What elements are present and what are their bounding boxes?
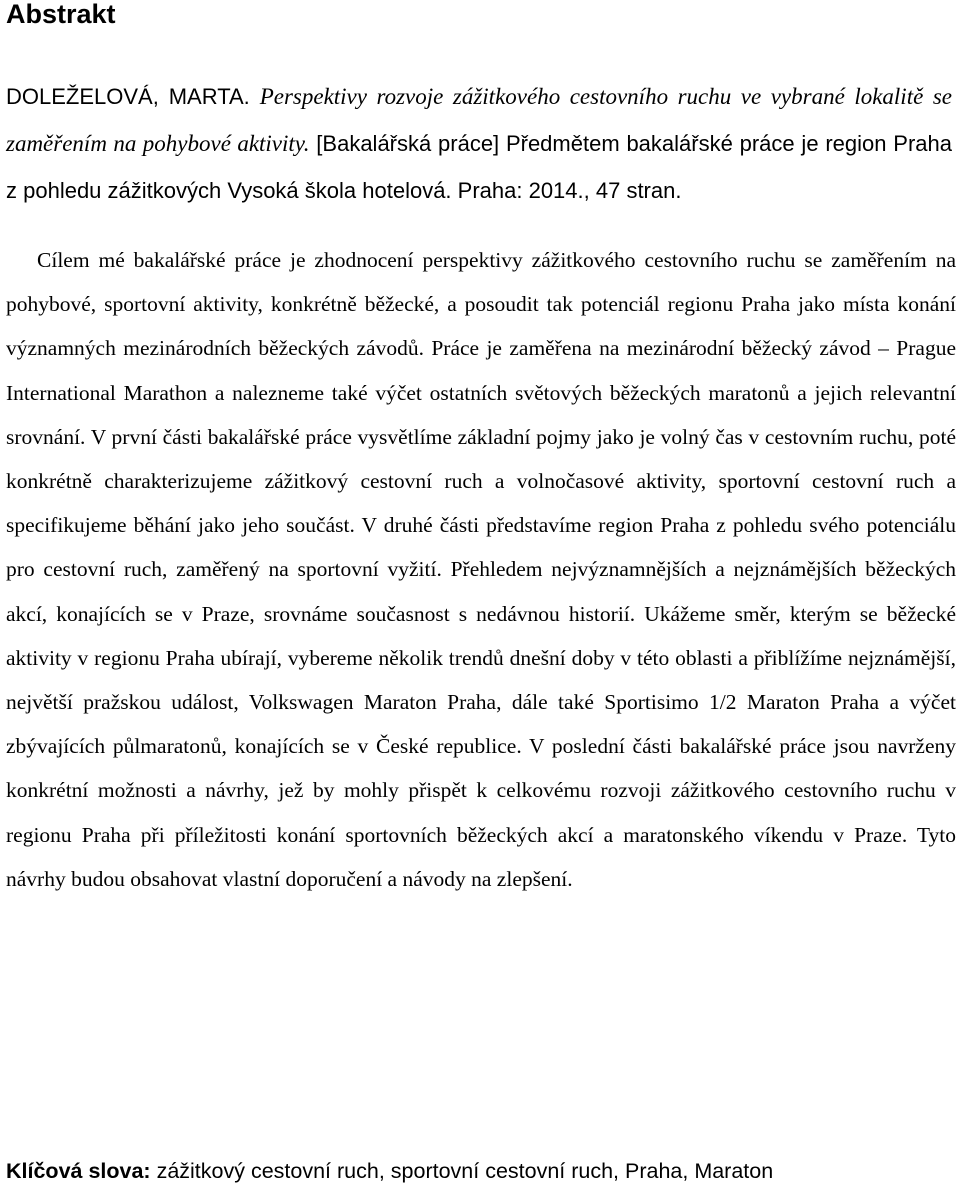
keywords-line — [6, 1156, 773, 1186]
citation-details: [Bakalářská práce] Předmětem bakalářské práce je region Praha z pohledu zážitkových Vysoká škola hotelová. Praha: 2014., 47 stran. — [6, 131, 952, 203]
keywords-label: Klíčová slova: — [6, 1159, 151, 1183]
bibliographic-citation — [6, 73, 952, 214]
keywords-value: zážitkový cestovní ruch, sportovní cestovní ruch, Praha, Maraton — [156, 1159, 774, 1183]
abstract-paragraph: Cílem mé bakalářské práce je zhodnocení perspektivy zážitkového cestovního ruchu se zaměřením na pohybové, sportovní aktivity, konkrétně běžecké, a posoudit tak potenciál regionu Praha jako místa konání významných mezinárodních běžeckých závodů. Práce je zaměřena na mezinárodní běžecký závod – Prague International Marathon a nalezneme také výčet ostatních světových běžeckých maratonů a jejich relevantní srovnání. V první části bakalářské práce vysvětlíme základní pojmy jako je volný čas v cestovním ruchu, poté konkrétně charakterizujeme zážitkový cestovní ruch a volnočasové aktivity, sportovní cestovní ruch a specifikujeme běhání jako jeho součást. V druhé části představíme region Praha z pohledu svého potenciálu pro cestovní ruch, zaměřený na sportovní vyžití. Přehledem nejvýznamnějších a nejznámějších běžeckých akcí, konajících se v Praze, srovnáme současnost s nedávnou historií. Ukážeme směr, kterým se běžecké aktivity v regionu Praha ubírají, vybereme několik trendů dnešní doby v této oblasti a přiblížíme nejznámější, největší pražskou událost, Volkswagen Maraton Praha, dále také Sportisimo 1/2 Maraton Praha a výčet zbývajících půlmaratonů, konajících se v České republice. V poslední části bakalářské práce jsou navrženy konkrétní možnosti a návrhy, jež by mohly přispět k celkovému rozvoji zážitkového cestovního ruchu v regionu Praha při příležitosti konání sportovních běžeckých akcí a maratonského víkendu v Praze. Tyto návrhy budou obsahovat vlastní doporučení a návody na zlepšení. — [6, 248, 956, 891]
citation-author: DOLEŽELOVÁ, MARTA. — [6, 84, 250, 109]
page-heading: Abstrakt — [6, 0, 116, 29]
citation-title: Perspektivy rozvoje zážitkového cestovního ruchu ve vybrané lokalitě se zaměřením na pohybové aktivity. — [6, 84, 952, 156]
